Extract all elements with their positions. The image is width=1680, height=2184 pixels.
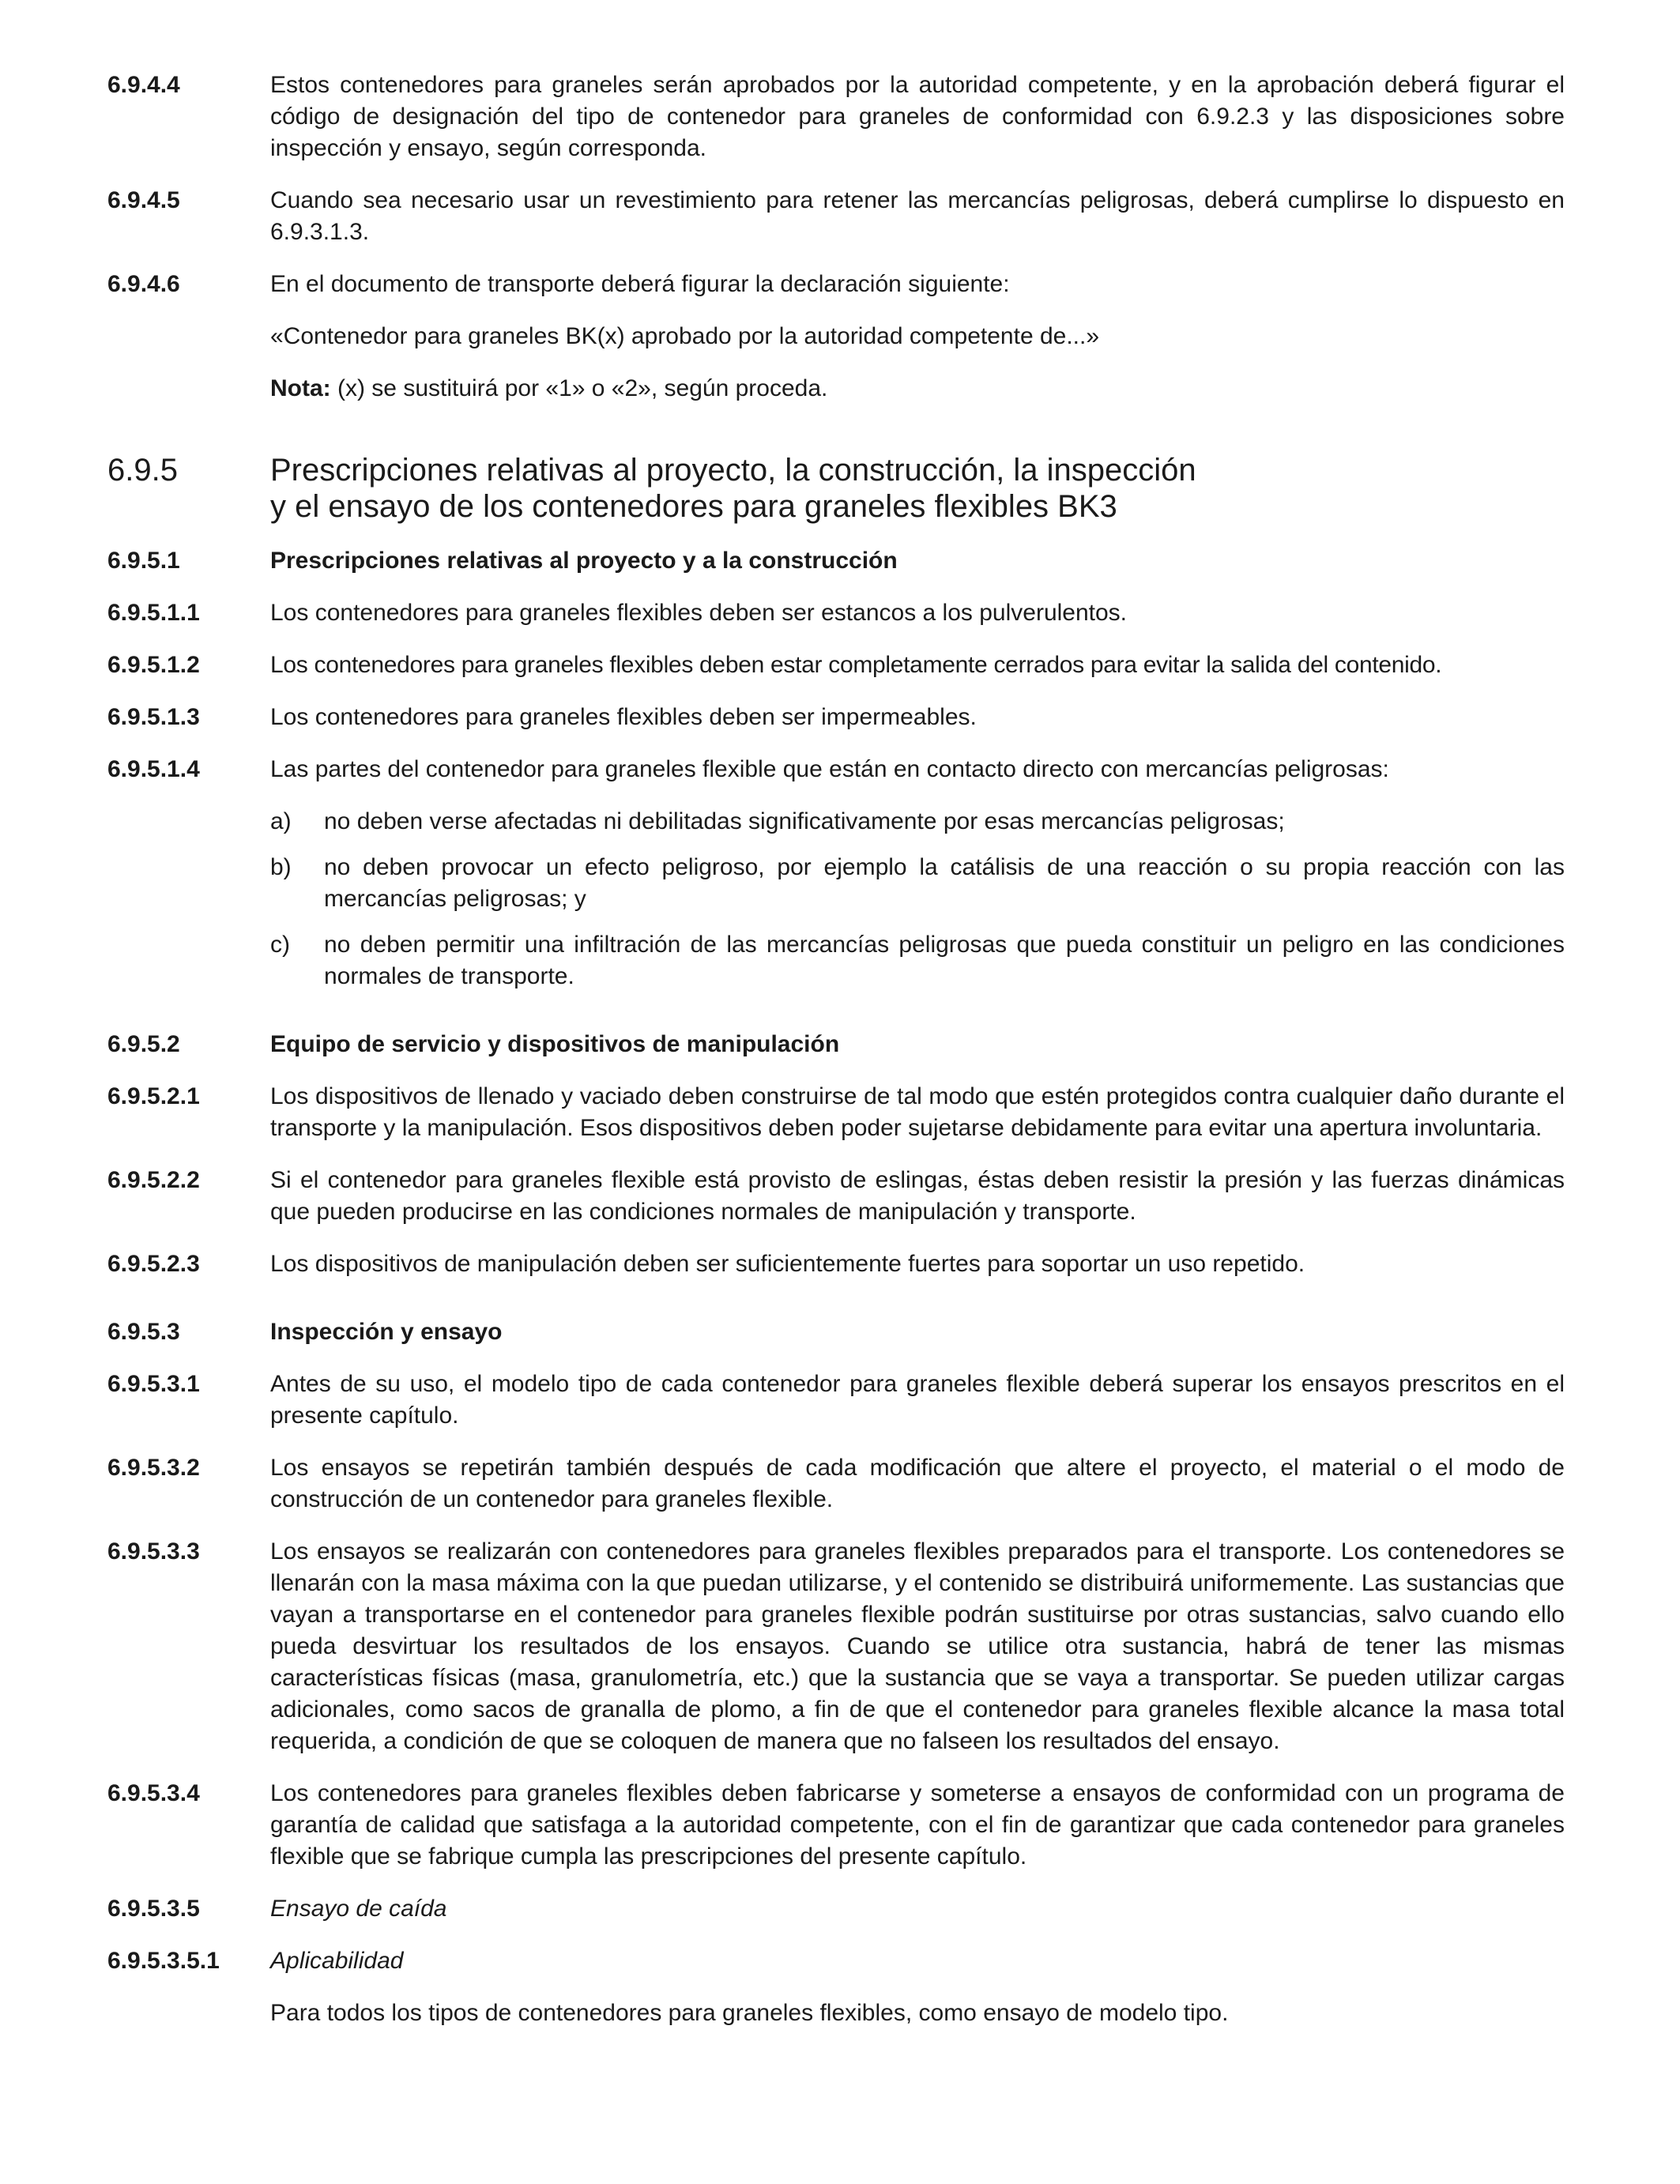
section-body bbox=[270, 70, 1565, 164]
section-number: 6.9.5.3.4 bbox=[107, 1780, 200, 1806]
section-number: 6.9.5.3.2 bbox=[107, 1455, 200, 1481]
section-title: Equipo de servicio y dispositivos de manipulación bbox=[270, 1031, 840, 1057]
section-number: 6.9.4.4 bbox=[107, 72, 180, 98]
list-item bbox=[270, 929, 1565, 992]
paragraph-text: Antes de su uso, el modelo tipo de cada contenedor para graneles flexible deberá superar los ensayos prescritos en el presente capítulo. bbox=[270, 1371, 1565, 1429]
paragraph-text: Los ensayos se realizarán con contenedores para graneles flexibles preparados para el transporte. Los contenedores se llenarán con la masa máxima con la que puedan utilizarse, y el contenido se distribuirá uniformemente. Las sustancias que vayan a transportarse en el contenedor para graneles flexible podrán sustituirse por otras sustancias, salvo cuando ello pueda desvirtuar los resultados de los ensayos. Cuando se utilice otra sustancia, habrá de tener las mismas características físicas (masa, granulometría, etc.) que la sustancia que se vaya a transportar. Se pueden utilizar cargas adicionales, como sacos de granalla de plomo, a fin de que el contenedor para graneles flexible alcance la masa total requerida, a condición de que se coloquen de manera que no falseen los resultados del ensayo. bbox=[270, 1538, 1565, 1754]
paragraph-text: Estos contenedores para graneles serán aprobados por la autoridad competente, y en la aprobación deberá figurar el código de designación del tipo de contenedor para graneles de conformidad con 6.9.2.3 y las disposiciones sobre inspección y ensayo, según corresponda. bbox=[270, 72, 1565, 161]
section-title bbox=[270, 452, 1565, 525]
list-item-text: no deben verse afectadas ni debilitadas significativamente por esas mercancías peligrosas; bbox=[324, 808, 1285, 834]
section-number: 6.9.5.1.1 bbox=[107, 600, 200, 626]
list-item-letter: b) bbox=[270, 854, 292, 880]
paragraph-6-9-5-1-3 bbox=[107, 702, 1565, 733]
paragraph-text: Los ensayos se repetirán también después de cada modificación que altere el proyecto, el material o el modo de construcción de un contenedor para graneles flexible. bbox=[270, 1455, 1565, 1512]
section-title: Prescripciones relativas al proyecto y a la construcción bbox=[270, 548, 898, 574]
paragraph-text: Los contenedores para graneles flexibles deben fabricarse y someterse a ensayos de conformidad con un programa de garantía de calidad que satisfaga a la autoridad competente, con el fin de garantizar que cada contenedor para graneles flexible que se fabrique cumpla las prescripciones del presente capítulo. bbox=[270, 1780, 1565, 1870]
section-body bbox=[270, 185, 1565, 248]
section-number: 6.9.4.6 bbox=[107, 271, 180, 297]
heading-6-9-5-3 bbox=[107, 1316, 1565, 1348]
heading-6-9-5 bbox=[107, 452, 1565, 525]
paragraph-6-9-5-3-5-1 bbox=[107, 1945, 1565, 2029]
note-text: (x) se sustituirá por «1» o «2», según proceda. bbox=[330, 375, 828, 401]
section-number: 6.9.4.5 bbox=[107, 187, 180, 213]
section-number: 6.9.5 bbox=[107, 453, 178, 488]
heading-6-9-5-1 bbox=[107, 545, 1565, 577]
paragraph-6-9-5-3-1 bbox=[107, 1369, 1565, 1432]
paragraph-6-9-4-6 bbox=[107, 269, 1565, 405]
section-number: 6.9.5.3.5.1 bbox=[107, 1948, 220, 1974]
paragraph-6-9-5-2-2 bbox=[107, 1165, 1565, 1228]
section-title-line: y el ensayo de los contenedores para graneles flexibles BK3 bbox=[270, 489, 1117, 524]
section-body bbox=[270, 597, 1565, 629]
section-number: 6.9.5.2.2 bbox=[107, 1167, 200, 1193]
section-number: 6.9.5.3.1 bbox=[107, 1371, 200, 1397]
section-title: Ensayo de caída bbox=[270, 1896, 447, 1922]
section-number: 6.9.5.1.4 bbox=[107, 756, 200, 782]
section-body bbox=[270, 1945, 1565, 2029]
section-title: Aplicabilidad bbox=[270, 1948, 404, 1974]
declaration-text: «Contenedor para graneles BK(x) aprobado por la autoridad competente de...» bbox=[270, 323, 1100, 349]
section-number: 6.9.5.1 bbox=[107, 548, 180, 574]
paragraph-text: Las partes del contenedor para graneles flexible que están en contacto directo con mercancías peligrosas: bbox=[270, 756, 1389, 782]
paragraph-6-9-5-1-2 bbox=[107, 650, 1565, 681]
section-title: Inspección y ensayo bbox=[270, 1319, 503, 1345]
section-body bbox=[270, 1536, 1565, 1757]
section-number: 6.9.5.3 bbox=[107, 1319, 180, 1345]
paragraph-6-9-4-5 bbox=[107, 185, 1565, 248]
section-number: 6.9.5.2.3 bbox=[107, 1251, 200, 1277]
heading-6-9-5-2 bbox=[107, 1029, 1565, 1060]
paragraph-text: Los dispositivos de llenado y vaciado deben construirse de tal modo que estén protegidos contra cualquier daño durante el transporte y la manipulación. Esos dispositivos deben poder sujetarse debidamente para evitar una apertura involuntaria. bbox=[270, 1083, 1565, 1141]
paragraph-6-9-5-3-4 bbox=[107, 1778, 1565, 1873]
section-body bbox=[270, 650, 1565, 681]
list-item-text: no deben provocar un efecto peligroso, por ejemplo la catálisis de una reacción o su propia reacción con las mercancías peligrosas; y bbox=[324, 854, 1565, 912]
section-title-line: Prescripciones relativas al proyecto, la construcción, la inspección bbox=[270, 453, 1196, 488]
section-body bbox=[270, 1081, 1565, 1144]
paragraph-6-9-5-1-1 bbox=[107, 597, 1565, 629]
section-body bbox=[270, 754, 1565, 992]
heading-6-9-5-3-5 bbox=[107, 1893, 1565, 1925]
paragraph-6-9-5-2-3 bbox=[107, 1248, 1565, 1280]
section-number: 6.9.5.2.1 bbox=[107, 1083, 200, 1109]
section-body bbox=[270, 1248, 1565, 1280]
paragraph-6-9-4-4 bbox=[107, 70, 1565, 164]
list-item bbox=[270, 852, 1565, 915]
section-body bbox=[270, 1778, 1565, 1873]
paragraph-text: Los dispositivos de manipulación deben ser suficientemente fuertes para soportar un uso repetido. bbox=[270, 1251, 1305, 1277]
section-number: 6.9.5.1.2 bbox=[107, 652, 200, 678]
list-item-letter: a) bbox=[270, 808, 292, 834]
paragraph-6-9-5-3-3 bbox=[107, 1536, 1565, 1757]
document-page bbox=[107, 70, 1565, 2050]
paragraph-text: Los contenedores para graneles flexibles deben estar completamente cerrados para evitar la salida del contenido. bbox=[270, 652, 1442, 678]
section-number: 6.9.5.3.5 bbox=[107, 1896, 200, 1922]
paragraph-text: Los contenedores para graneles flexibles deben ser estancos a los pulverulentos. bbox=[270, 600, 1128, 626]
paragraph-6-9-5-2-1 bbox=[107, 1081, 1565, 1144]
list-item-letter: c) bbox=[270, 932, 290, 958]
paragraph-text: En el documento de transporte deberá figurar la declaración siguiente: bbox=[270, 271, 1010, 297]
paragraph-6-9-5-1-4 bbox=[107, 754, 1565, 992]
note bbox=[270, 373, 1565, 405]
paragraph-6-9-5-3-2 bbox=[107, 1452, 1565, 1516]
section-number: 6.9.5.3.3 bbox=[107, 1538, 200, 1565]
section-body bbox=[270, 702, 1565, 733]
note-label: Nota: bbox=[270, 375, 331, 401]
paragraph-text: Si el contenedor para graneles flexible está provisto de eslingas, éstas deben resistir la presión y las fuerzas dinámicas que pueden producirse en las condiciones normales de manipulación y transporte. bbox=[270, 1167, 1565, 1225]
paragraph-text: Los contenedores para graneles flexibles deben ser impermeables. bbox=[270, 704, 977, 730]
section-body bbox=[270, 1452, 1565, 1516]
section-body bbox=[270, 1165, 1565, 1228]
list-item bbox=[270, 806, 1565, 838]
section-number: 6.9.5.1.3 bbox=[107, 704, 200, 730]
paragraph-text: Para todos los tipos de contenedores para graneles flexibles, como ensayo de modelo tipo. bbox=[270, 2000, 1229, 2026]
list-item-text: no deben permitir una infiltración de las mercancías peligrosas que pueda constituir un peligro en las condiciones normales de transporte. bbox=[324, 932, 1565, 989]
section-number: 6.9.5.2 bbox=[107, 1031, 180, 1057]
section-body bbox=[270, 269, 1565, 405]
section-body bbox=[270, 1369, 1565, 1432]
paragraph-text: Cuando sea necesario usar un revestimiento para retener las mercancías peligrosas, deberá cumplirse lo dispuesto en 6.9.3.1.3. bbox=[270, 187, 1565, 245]
